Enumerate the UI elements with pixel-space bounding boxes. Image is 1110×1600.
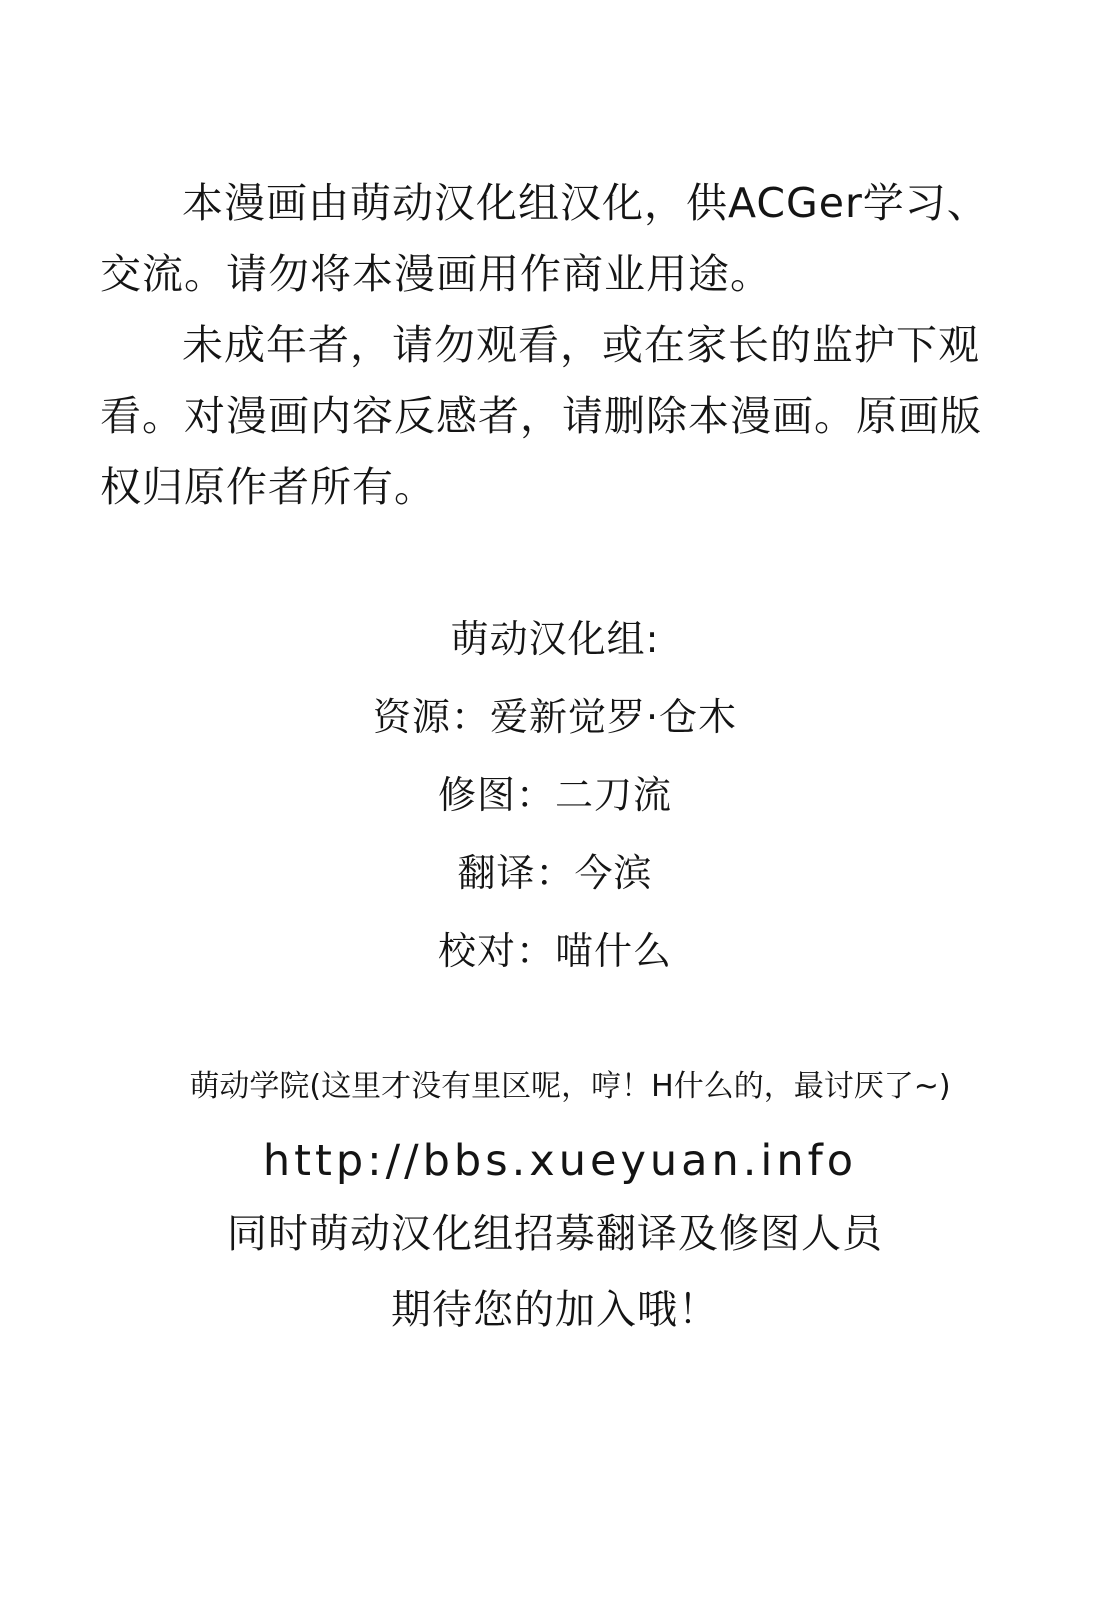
disclaimer-paragraph-minors: 未成年者，请勿观看，或在家长的监护下观看。对漫画内容反感者，请删除本漫画。原画版权归原作者所有。 [100,321,982,511]
credit-resource: 资源：爱新觉罗·仓木 [372,695,738,739]
forum-url: http://bbs.xueyuan.info [262,1136,858,1186]
credit-translation: 翻译：今滨 [457,851,653,895]
footer [0,1062,1110,1348]
disclaimer-notice [100,168,1020,523]
credit-proofreading: 校对：喵什么 [437,929,672,973]
credit-editing: 修图：二刀流 [437,773,672,817]
disclaimer-paragraph-usage: 本漫画由萌动汉化组汉化，供ACGer学习、交流。请勿将本漫画用作商业用途。 [100,179,989,298]
group-title: 萌动汉化组: [450,617,660,661]
staff-credits [0,600,1110,990]
recruitment-line: 同时萌动汉化组招募翻译及修图人员 [227,1211,883,1257]
welcome-line: 期待您的加入哦！ [391,1287,719,1333]
academy-tagline: 萌动学院(这里才没有里区呢，哼！H什么的，最讨厌了~) [189,1069,951,1104]
